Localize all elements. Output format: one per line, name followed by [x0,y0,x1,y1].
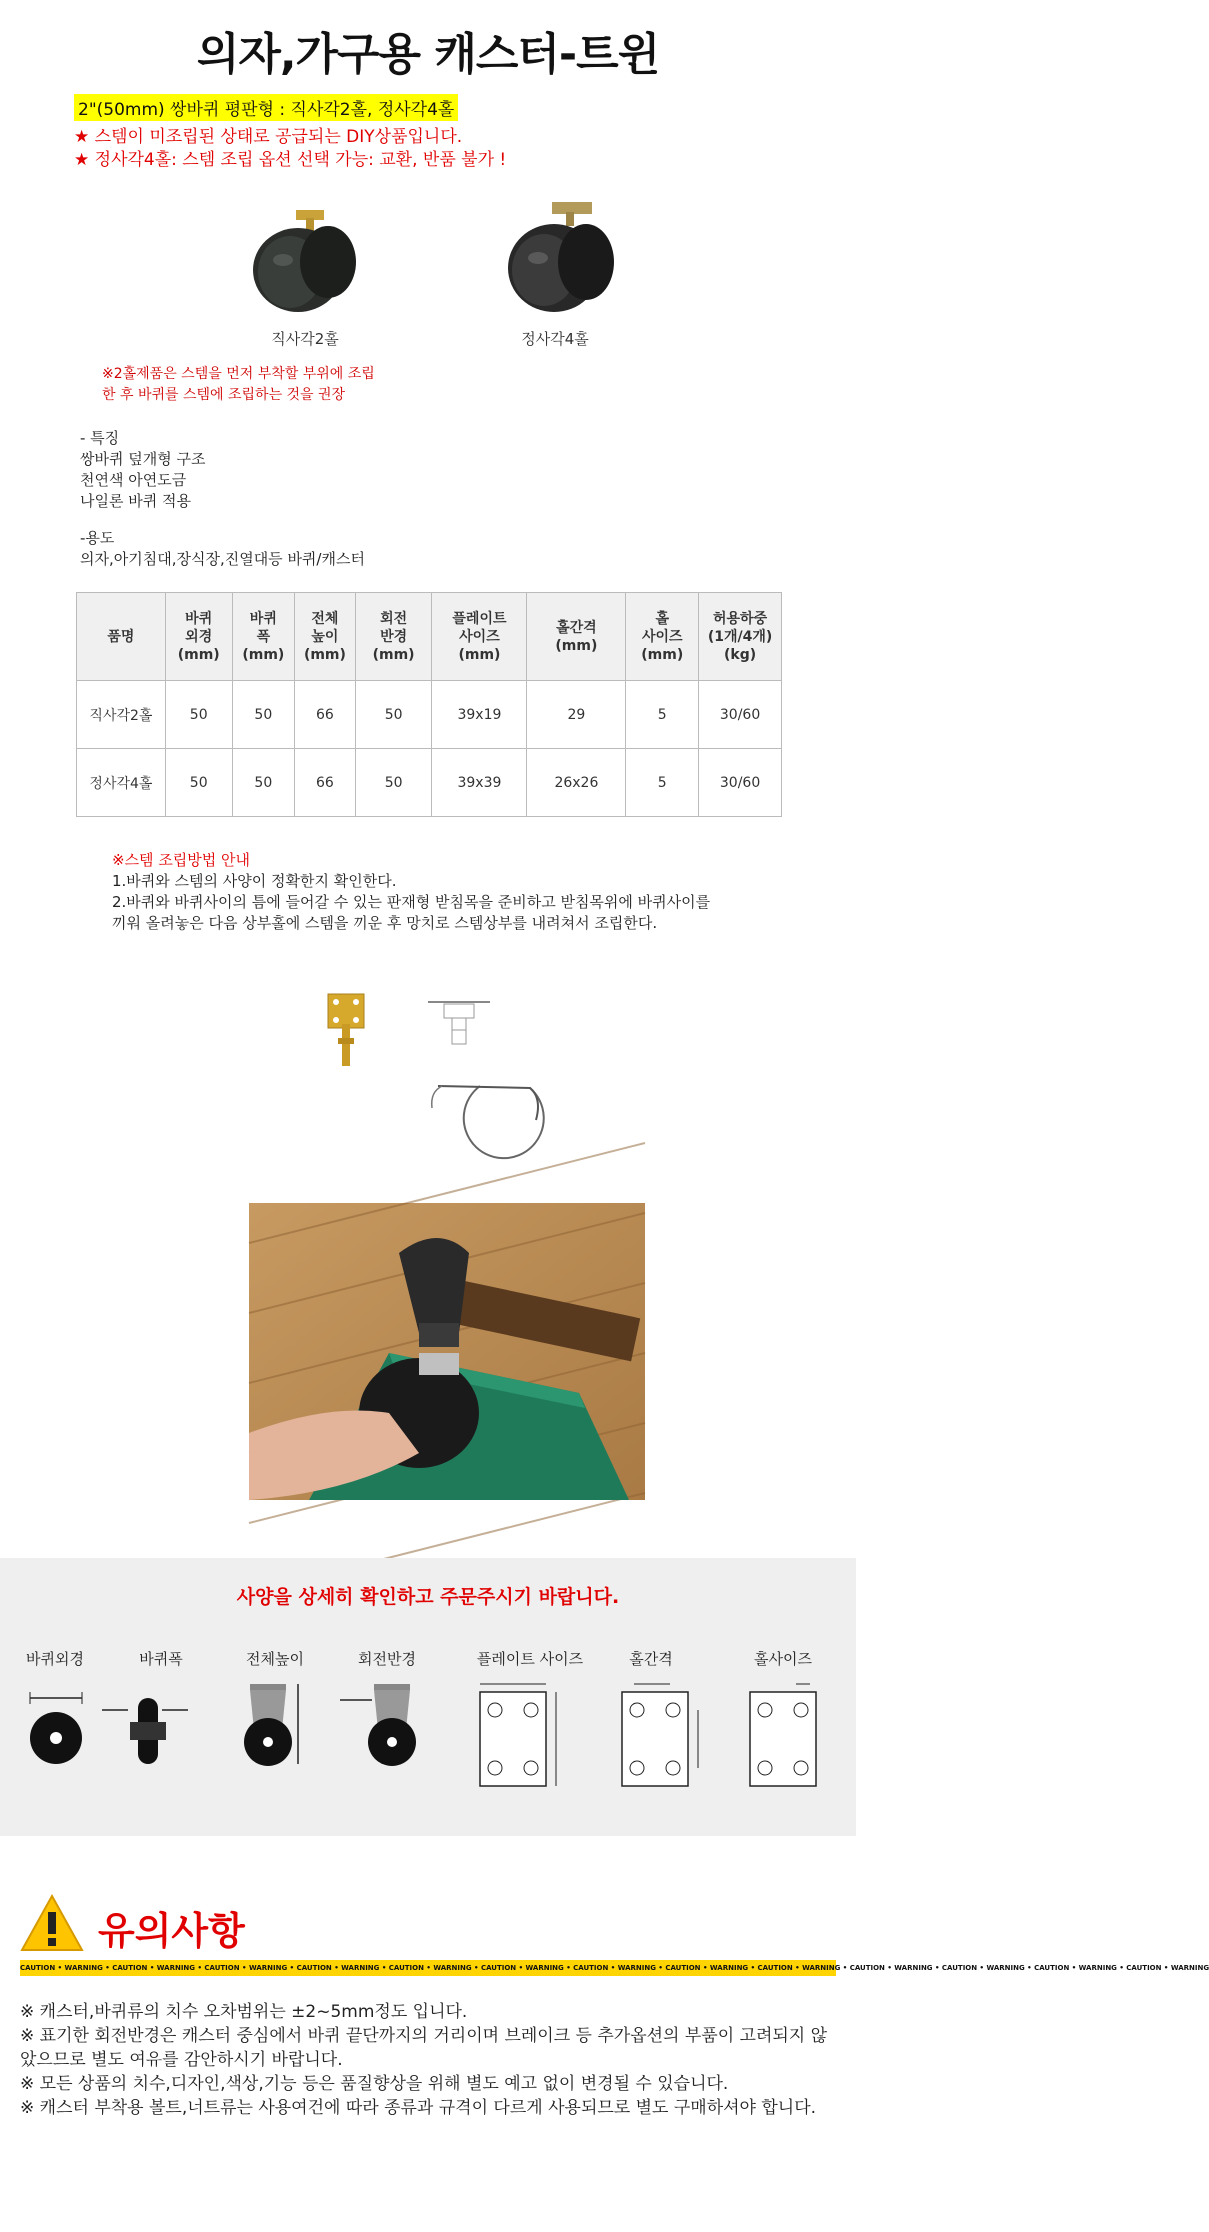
features-section [80,428,205,512]
product-highlight: 2"(50mm) 쌍바퀴 평판형 : 직사각2홀, 정사각4홀 [74,94,458,121]
star-note-option: ★ 정사각4홀: 스템 조립 옵션 선택 가능: 교환, 반품 불가 ! [74,150,507,170]
label-wheel-diameter: 바퀴외경 [26,1650,84,1668]
star-note-diy: ★ 스템이 미조립된 상태로 공급되는 DIY상품입니다. [74,127,463,147]
table-cell: 50 [355,681,432,749]
header-hole-spacing: 홀간격 (mm) [527,593,626,681]
stem-diagram [320,980,560,1170]
label-swivel-radius: 회전반경 [358,1650,416,1668]
feature-item: 쌍바퀴 덮개형 구조 [80,450,206,468]
assembly-note [102,364,375,406]
table-cell: 정사각4홀 [77,749,166,817]
header-hole-size: 홀 사이즈 (mm) [626,593,699,681]
caution-tape: CAUTION • WARNING • CAUTION • WARNING • CAUTION • WARNING • CAUTION • WARNING • CAUTION • WARNING • CAUTION • WARNING • CAUTION • WARNING • CAUTION • WARNING • CAUTION • WARNING • CAUTION • WARNING • CAUTION • WARNING • CAUTION • WARNING • CAUTION • WARNING [20,1960,836,1976]
usage-text: 의자,아기침대,장식장,진열대등 바퀴/캐스터 [80,550,365,568]
feature-item: 나일론 바퀴 적용 [80,492,191,510]
table-cell: 39x19 [432,681,527,749]
diagram-total-height [244,1684,298,1766]
header-total-height: 전체 높이 (mm) [295,593,356,681]
warning-icon [20,1894,84,1952]
hammer-assembly-photo [249,1203,645,1500]
label-wheel-width: 바퀴폭 [139,1650,183,1668]
table-row [77,681,782,749]
caution-title: 유의사항 [98,1909,245,1953]
features-heading: - 특징 [80,429,120,447]
diagram-plate-size [480,1684,556,1786]
table-cell: 50 [232,749,295,817]
table-cell: 50 [355,749,432,817]
table-cell: 30/60 [699,749,782,817]
diagram-wheel-diameter [30,1692,82,1764]
table-cell: 66 [295,749,356,817]
stem-guide-heading: ※스템 조립방법 안내 [112,851,251,869]
header-plate-size: 플레이트 사이즈 (mm) [432,593,527,681]
table-cell: 39x39 [432,749,527,817]
table-cell: 66 [295,681,356,749]
stem-guide-line: 끼워 올려놓은 다음 상부홀에 스템을 끼운 후 망치로 스템상부를 내려쳐서 조립한다. [112,914,658,932]
spec-diagrams [10,1680,856,1820]
diagram-hole-size [750,1684,816,1786]
caution-note: ※ 표기한 회전반경은 캐스터 중심에서 바퀴 끝단까지의 거리이며 브레이크 등 추가옵션의 부품이 고려되지 않았으므로 별도 여유를 감안하시기 바랍니다. [20,2026,828,2070]
table-row [77,749,782,817]
table-cell: 26x26 [527,749,626,817]
usage-heading: -용도 [80,529,115,547]
caution-note: ※ 캐스터,바퀴류의 치수 오차범위는 ±2~5mm정도 입니다. [20,2002,468,2022]
assembly-note-line: ※2홀제품은 스템을 먼저 부착할 부위에 조립 [102,366,375,382]
table-cell: 5 [626,681,699,749]
assembly-note-line: 한 후 바퀴를 스템에 조립하는 것을 권장 [102,387,346,403]
caution-notes [20,2000,840,2120]
table-header-row [77,593,782,681]
diagram-wheel-width [102,1698,188,1764]
usage-section [80,528,365,570]
label-total-height: 전체높이 [246,1650,304,1668]
stem-guide-line: 2.바퀴와 바퀴사이의 틈에 들어갈 수 있는 판재형 받침목을 준비하고 받침목위에 바퀴사이를 [112,893,711,911]
diagram-hole-spacing [622,1684,698,1786]
table-cell: 50 [165,681,232,749]
label-hole-size: 홀사이즈 [754,1650,812,1668]
header-swivel-radius: 회전 반경 (mm) [355,593,432,681]
header-wheel-diameter: 바퀴 외경 (mm) [165,593,232,681]
spec-table [76,592,782,817]
page-title: 의자,가구용 캐스터-트윈 [196,29,660,80]
caption-2hole: 직사각2홀 [271,330,339,348]
label-plate-size: 플레이트 사이즈 [476,1650,584,1668]
caution-note: ※ 모든 상품의 치수,디자인,색상,기능 등은 품질향상을 위해 별도 예고 없이 변경될 수 있습니다. [20,2074,729,2094]
product-image-2hole [238,200,378,320]
stem-guide [112,850,792,934]
caption-4hole: 정사각4홀 [521,330,589,348]
feature-item: 천연색 아연도금 [80,471,187,489]
caution-note: ※ 캐스터 부착용 볼트,너트류는 사용여건에 따라 종류과 규격이 다르게 사용되므로 별도 구매하셔야 합니다. [20,2098,817,2118]
stem-guide-line: 1.바퀴와 스템의 사양이 정확한지 확인한다. [112,872,397,890]
table-cell: 30/60 [699,681,782,749]
header-wheel-width: 바퀴 폭 (mm) [232,593,295,681]
spec-band-title: 사양을 상세히 확인하고 주문주시기 바랍니다. [236,1586,620,1608]
table-cell: 직사각2홀 [77,681,166,749]
label-hole-spacing: 홀간격 [629,1650,673,1668]
header-load: 허용하중 (1개/4개) (kg) [699,593,782,681]
header-name: 품명 [77,593,166,681]
product-image-4hole [494,196,634,320]
table-cell: 5 [626,749,699,817]
diagram-swivel-radius [340,1684,416,1766]
table-cell: 29 [527,681,626,749]
table-cell: 50 [165,749,232,817]
table-cell: 50 [232,681,295,749]
